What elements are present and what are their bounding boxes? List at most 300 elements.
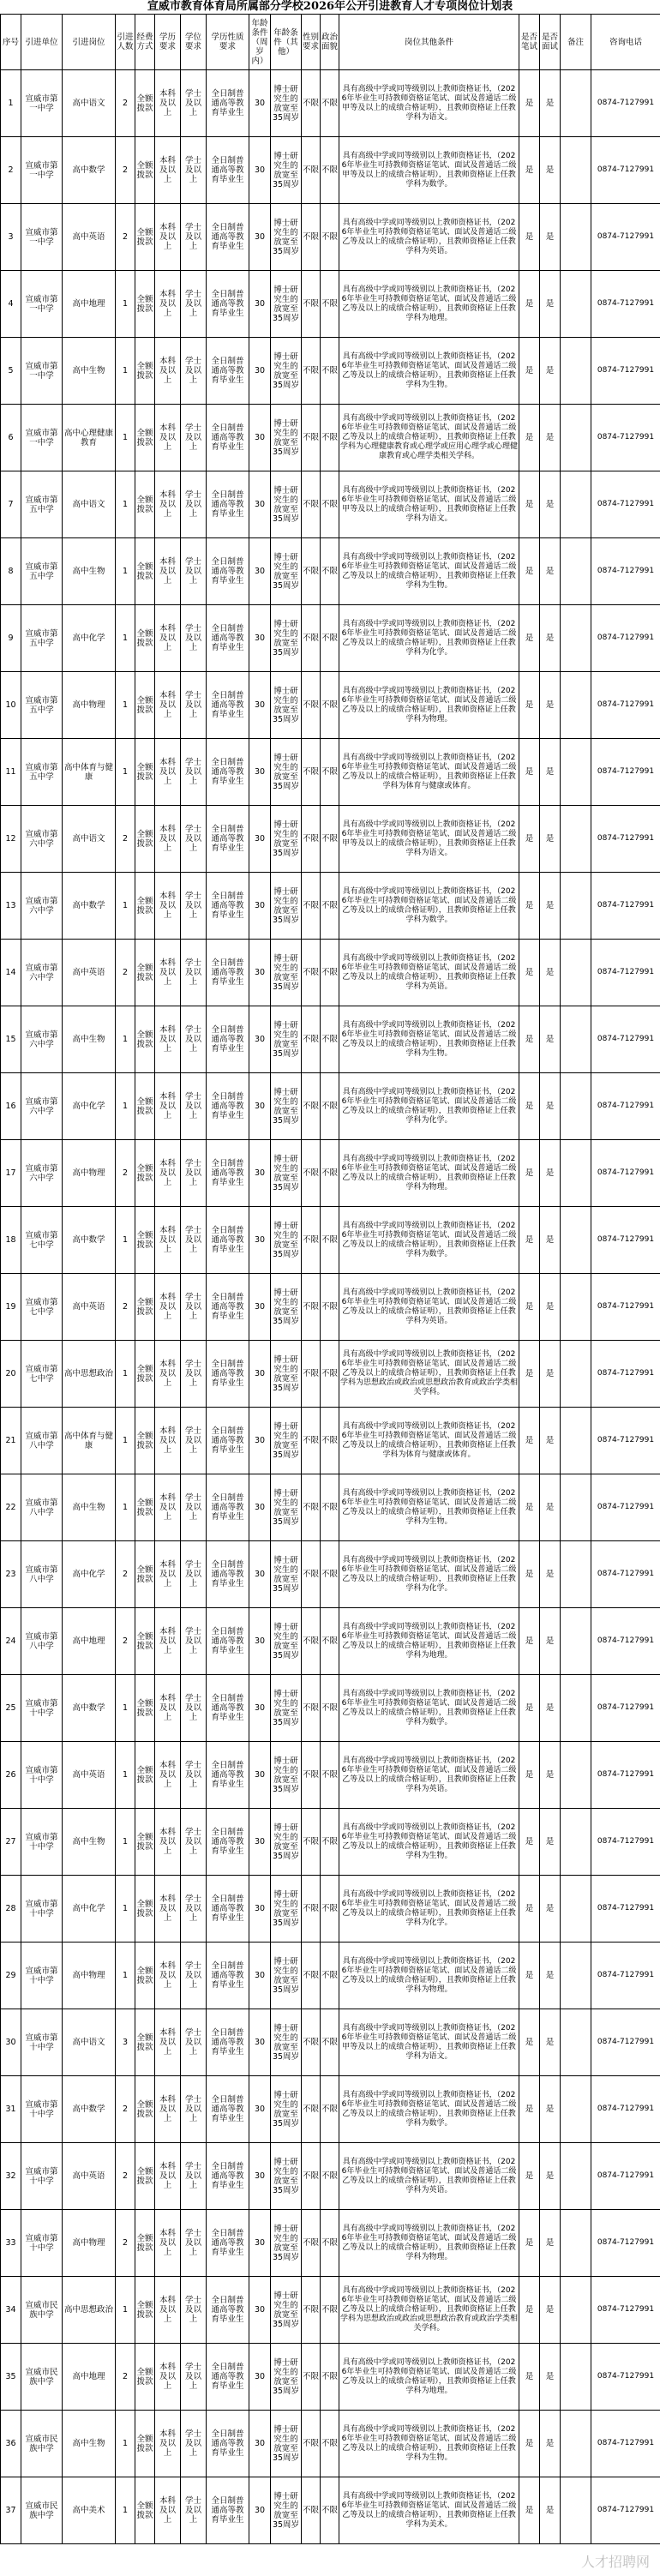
cell-education-type: 全日制普通高等教育毕业生 xyxy=(207,70,249,137)
cell-education-type: 全日制普通高等教育毕业生 xyxy=(207,1006,249,1073)
cell-count: 2 xyxy=(116,1608,135,1675)
cell-interview: 是 xyxy=(540,1207,561,1274)
cell-age: 30 xyxy=(249,271,271,338)
cell-education: 本科及以上 xyxy=(155,2009,181,2076)
cell-unit: 宣威市第十中学 xyxy=(21,2143,63,2210)
cell-conditions: 具有高级中学或同等级别以上教师资格证书，（2026年毕业生可持教师资格证笔试、面试及普通话二级乙等及以上的成绩合格证明），且教师资格证上任教学科为美术。 xyxy=(339,2477,519,2544)
cell-political: 不限 xyxy=(321,1608,339,1675)
header-education: 学历要求 xyxy=(155,15,181,70)
cell-education-type: 全日制普通高等教育毕业生 xyxy=(207,538,249,605)
cell-education: 本科及以上 xyxy=(155,2143,181,2210)
cell-written-exam: 是 xyxy=(519,806,540,873)
cell-education-type: 全日制普通高等教育毕业生 xyxy=(207,1809,249,1876)
cell-phone: 0874-7127991 xyxy=(591,1943,660,2009)
cell-conditions: 具有高级中学或同等级别以上教师资格证书，（2026年毕业生可持教师资格证笔试、面试及普通话二级乙等及以上的成绩合格证明），且教师资格证上任教学科为化学。 xyxy=(339,1073,519,1140)
cell-unit: 宣威市民族中学 xyxy=(21,2411,63,2477)
cell-education: 本科及以上 xyxy=(155,605,181,672)
cell-interview: 是 xyxy=(540,1876,561,1943)
cell-age: 30 xyxy=(249,204,271,271)
cell-phone: 0874-7127991 xyxy=(591,806,660,873)
cell-political: 不限 xyxy=(321,2210,339,2277)
cell-gender: 不限 xyxy=(302,338,321,405)
cell-unit: 宣威市第十中学 xyxy=(21,2009,63,2076)
table-row xyxy=(1,2344,660,2411)
cell-age: 30 xyxy=(249,2411,271,2477)
cell-interview: 是 xyxy=(540,2477,561,2544)
cell-gender: 不限 xyxy=(302,1073,321,1140)
cell-age: 30 xyxy=(249,2277,271,2344)
cell-remark xyxy=(561,605,591,672)
cell-phone: 0874-7127991 xyxy=(591,672,660,739)
table-row xyxy=(1,1541,660,1608)
cell-post: 高中化学 xyxy=(63,605,116,672)
cell-count: 1 xyxy=(116,1675,135,1742)
cell-funding: 全额拨款 xyxy=(135,338,155,405)
cell-count: 1 xyxy=(116,471,135,538)
cell-written-exam: 是 xyxy=(519,471,540,538)
table-row xyxy=(1,605,660,672)
cell-gender: 不限 xyxy=(302,405,321,471)
cell-count: 1 xyxy=(116,405,135,471)
cell-funding: 全额拨款 xyxy=(135,605,155,672)
cell-conditions: 具有高级中学或同等级别以上教师资格证书，（2026年毕业生可持教师资格证笔试、面试及普通话二级乙等及以上的成绩合格证明），且教师资格证上任教学科为地理。 xyxy=(339,271,519,338)
cell-age: 30 xyxy=(249,806,271,873)
cell-education: 本科及以上 xyxy=(155,204,181,271)
cell-education-type: 全日制普通高等教育毕业生 xyxy=(207,1943,249,2009)
cell-unit: 宣威市第六中学 xyxy=(21,1073,63,1140)
cell-political: 不限 xyxy=(321,1541,339,1608)
cell-count: 1 xyxy=(116,271,135,338)
cell-phone: 0874-7127991 xyxy=(591,271,660,338)
cell-seq: 27 xyxy=(1,1809,21,1876)
cell-phone: 0874-7127991 xyxy=(591,1809,660,1876)
table-row xyxy=(1,1608,660,1675)
cell-age-other: 博士研究生的放宽至35周岁 xyxy=(271,940,302,1006)
cell-seq: 8 xyxy=(1,538,21,605)
cell-phone: 0874-7127991 xyxy=(591,538,660,605)
cell-gender: 不限 xyxy=(302,2277,321,2344)
cell-degree: 学士及以上 xyxy=(181,1408,207,1474)
cell-conditions: 具有高级中学或同等级别以上教师资格证书，（2026年毕业生可持教师资格证笔试、面试及普通话二级乙等及以上的成绩合格证明），且教师资格证上任教学科为化学。 xyxy=(339,605,519,672)
cell-funding: 全额拨款 xyxy=(135,1073,155,1140)
cell-post: 高中物理 xyxy=(63,2210,116,2277)
cell-education-type: 全日制普通高等教育毕业生 xyxy=(207,1876,249,1943)
cell-age: 30 xyxy=(249,2344,271,2411)
cell-political: 不限 xyxy=(321,1140,339,1207)
cell-post: 高中体育与健康 xyxy=(63,1408,116,1474)
cell-unit: 宣威市第八中学 xyxy=(21,1541,63,1608)
cell-political: 不限 xyxy=(321,1943,339,2009)
cell-education: 本科及以上 xyxy=(155,271,181,338)
cell-post: 高中体育与健康 xyxy=(63,739,116,806)
cell-degree: 学士及以上 xyxy=(181,2143,207,2210)
cell-gender: 不限 xyxy=(302,538,321,605)
cell-political: 不限 xyxy=(321,1675,339,1742)
cell-unit: 宣威市第一中学 xyxy=(21,271,63,338)
cell-gender: 不限 xyxy=(302,1608,321,1675)
cell-degree: 学士及以上 xyxy=(181,538,207,605)
header-count: 引进人数 xyxy=(116,15,135,70)
cell-education: 本科及以上 xyxy=(155,70,181,137)
cell-seq: 30 xyxy=(1,2009,21,2076)
table-row xyxy=(1,70,660,137)
cell-conditions: 具有高级中学或同等级别以上教师资格证书，（2026年毕业生可持教师资格证笔试、面试及普通话二级乙等及以上的成绩合格证明），且教师资格证上任教学科为生物。 xyxy=(339,338,519,405)
table-row xyxy=(1,1140,660,1207)
table-row xyxy=(1,271,660,338)
cell-education-type: 全日制普通高等教育毕业生 xyxy=(207,806,249,873)
cell-interview: 是 xyxy=(540,1006,561,1073)
cell-remark xyxy=(561,2076,591,2143)
cell-interview: 是 xyxy=(540,1742,561,1809)
cell-political: 不限 xyxy=(321,2076,339,2143)
cell-count: 1 xyxy=(116,739,135,806)
cell-age-other: 博士研究生的放宽至35周岁 xyxy=(271,1809,302,1876)
cell-written-exam: 是 xyxy=(519,338,540,405)
cell-phone: 0874-7127991 xyxy=(591,2210,660,2277)
cell-phone: 0874-7127991 xyxy=(591,1341,660,1408)
cell-age: 30 xyxy=(249,605,271,672)
cell-education-type: 全日制普通高等教育毕业生 xyxy=(207,2009,249,2076)
cell-count: 2 xyxy=(116,1140,135,1207)
cell-seq: 10 xyxy=(1,672,21,739)
cell-funding: 全额拨款 xyxy=(135,739,155,806)
cell-gender: 不限 xyxy=(302,1742,321,1809)
cell-conditions: 具有高级中学或同等级别以上教师资格证书，（2026年毕业生可持教师资格证笔试、面试及普通话二级甲等及以上的成绩合格证明），且教师资格证上任教学科为语文。 xyxy=(339,471,519,538)
cell-funding: 全额拨款 xyxy=(135,1742,155,1809)
table-body xyxy=(1,70,660,2544)
cell-conditions: 具有高级中学或同等级别以上教师资格证书，（2026年毕业生可持教师资格证笔试、面试及普通话二级乙等及以上的成绩合格证明），且教师资格证上任教学科为数学。 xyxy=(339,1207,519,1274)
watermark: 人才招聘网 xyxy=(580,2554,650,2570)
cell-interview: 是 xyxy=(540,1274,561,1341)
cell-conditions: 具有高级中学或同等级别以上教师资格证书，（2026年毕业生可持教师资格证笔试、面试及普通话二级乙等及以上的成绩合格证明），且教师资格证上任教学科为地理。 xyxy=(339,2344,519,2411)
cell-funding: 全额拨款 xyxy=(135,2411,155,2477)
cell-unit: 宣威市第十中学 xyxy=(21,1809,63,1876)
cell-gender: 不限 xyxy=(302,1474,321,1541)
cell-post: 高中生物 xyxy=(63,2411,116,2477)
cell-conditions: 具有高级中学或同等级别以上教师资格证书，（2026年毕业生可持教师资格证笔试、面试及普通话二级甲等及以上的成绩合格证明），且教师资格证上任教学科为语文。 xyxy=(339,70,519,137)
cell-interview: 是 xyxy=(540,605,561,672)
cell-phone: 0874-7127991 xyxy=(591,940,660,1006)
cell-political: 不限 xyxy=(321,405,339,471)
cell-interview: 是 xyxy=(540,1809,561,1876)
cell-funding: 全额拨款 xyxy=(135,405,155,471)
cell-phone: 0874-7127991 xyxy=(591,2009,660,2076)
cell-education: 本科及以上 xyxy=(155,471,181,538)
cell-interview: 是 xyxy=(540,806,561,873)
cell-degree: 学士及以上 xyxy=(181,405,207,471)
cell-post: 高中地理 xyxy=(63,1608,116,1675)
cell-education: 本科及以上 xyxy=(155,1541,181,1608)
cell-count: 2 xyxy=(116,2344,135,2411)
cell-age: 30 xyxy=(249,2210,271,2277)
cell-education: 本科及以上 xyxy=(155,1809,181,1876)
cell-written-exam: 是 xyxy=(519,2009,540,2076)
cell-age-other: 博士研究生的放宽至35周岁 xyxy=(271,137,302,204)
cell-degree: 学士及以上 xyxy=(181,2477,207,2544)
cell-education-type: 全日制普通高等教育毕业生 xyxy=(207,471,249,538)
table-row xyxy=(1,1073,660,1140)
cell-interview: 是 xyxy=(540,271,561,338)
cell-post: 高中英语 xyxy=(63,2143,116,2210)
cell-education-type: 全日制普通高等教育毕业生 xyxy=(207,873,249,940)
cell-remark xyxy=(561,2344,591,2411)
cell-unit: 宣威市第六中学 xyxy=(21,873,63,940)
cell-degree: 学士及以上 xyxy=(181,1073,207,1140)
cell-written-exam: 是 xyxy=(519,1474,540,1541)
cell-funding: 全额拨款 xyxy=(135,137,155,204)
cell-seq: 5 xyxy=(1,338,21,405)
cell-count: 2 xyxy=(116,1274,135,1341)
cell-gender: 不限 xyxy=(302,940,321,1006)
cell-count: 1 xyxy=(116,605,135,672)
table-row xyxy=(1,137,660,204)
cell-count: 1 xyxy=(116,2411,135,2477)
cell-seq: 23 xyxy=(1,1541,21,1608)
cell-count: 2 xyxy=(116,2143,135,2210)
cell-written-exam: 是 xyxy=(519,1408,540,1474)
cell-conditions: 具有高级中学或同等级别以上教师资格证书，（2026年毕业生可持教师资格证笔试、面试及普通话二级乙等及以上的成绩合格证明），且教师资格证上任教学科为心理健康教育或心理学或应用心理学或心理健康教育或心理学类相关学科。 xyxy=(339,405,519,471)
cell-age-other: 博士研究生的放宽至35周岁 xyxy=(271,2009,302,2076)
cell-degree: 学士及以上 xyxy=(181,338,207,405)
cell-funding: 全额拨款 xyxy=(135,1541,155,1608)
cell-written-exam: 是 xyxy=(519,1876,540,1943)
cell-count: 1 xyxy=(116,873,135,940)
cell-degree: 学士及以上 xyxy=(181,2277,207,2344)
cell-unit: 宣威市民族中学 xyxy=(21,2277,63,2344)
cell-seq: 16 xyxy=(1,1073,21,1140)
cell-interview: 是 xyxy=(540,1608,561,1675)
cell-seq: 34 xyxy=(1,2277,21,2344)
cell-funding: 全额拨款 xyxy=(135,2344,155,2411)
cell-education-type: 全日制普通高等教育毕业生 xyxy=(207,204,249,271)
cell-education-type: 全日制普通高等教育毕业生 xyxy=(207,1408,249,1474)
cell-interview: 是 xyxy=(540,2009,561,2076)
cell-phone: 0874-7127991 xyxy=(591,1608,660,1675)
cell-seq: 1 xyxy=(1,70,21,137)
table-row xyxy=(1,1675,660,1742)
cell-political: 不限 xyxy=(321,471,339,538)
table-row xyxy=(1,940,660,1006)
cell-written-exam: 是 xyxy=(519,1274,540,1341)
cell-count: 1 xyxy=(116,1341,135,1408)
cell-remark xyxy=(561,271,591,338)
cell-written-exam: 是 xyxy=(519,2344,540,2411)
cell-interview: 是 xyxy=(540,1541,561,1608)
cell-gender: 不限 xyxy=(302,2210,321,2277)
cell-phone: 0874-7127991 xyxy=(591,1006,660,1073)
cell-seq: 18 xyxy=(1,1207,21,1274)
table-row xyxy=(1,1474,660,1541)
header-seq: 序号 xyxy=(1,15,21,70)
cell-count: 1 xyxy=(116,1207,135,1274)
cell-phone: 0874-7127991 xyxy=(591,1742,660,1809)
cell-education: 本科及以上 xyxy=(155,338,181,405)
cell-post: 高中化学 xyxy=(63,1876,116,1943)
cell-interview: 是 xyxy=(540,1474,561,1541)
cell-political: 不限 xyxy=(321,1742,339,1809)
cell-phone: 0874-7127991 xyxy=(591,1274,660,1341)
cell-interview: 是 xyxy=(540,2076,561,2143)
cell-age-other: 博士研究生的放宽至35周岁 xyxy=(271,739,302,806)
cell-post: 高中英语 xyxy=(63,1742,116,1809)
header-phone: 咨询电话 xyxy=(591,15,660,70)
cell-post: 高中语文 xyxy=(63,471,116,538)
cell-count: 2 xyxy=(116,2076,135,2143)
table-row xyxy=(1,1341,660,1408)
cell-interview: 是 xyxy=(540,471,561,538)
cell-gender: 不限 xyxy=(302,2076,321,2143)
cell-post: 高中语文 xyxy=(63,70,116,137)
cell-degree: 学士及以上 xyxy=(181,2411,207,2477)
cell-remark xyxy=(561,204,591,271)
cell-unit: 宣威市第六中学 xyxy=(21,806,63,873)
cell-count: 2 xyxy=(116,1541,135,1608)
cell-written-exam: 是 xyxy=(519,70,540,137)
cell-post: 高中英语 xyxy=(63,204,116,271)
cell-remark xyxy=(561,70,591,137)
cell-funding: 全额拨款 xyxy=(135,538,155,605)
cell-remark xyxy=(561,2009,591,2076)
cell-phone: 0874-7127991 xyxy=(591,1073,660,1140)
cell-conditions: 具有高级中学或同等级别以上教师资格证书，（2026年毕业生可持教师资格证笔试、面试及普通话二级乙等及以上的成绩合格证明），且教师资格证上任教学科为英语。 xyxy=(339,940,519,1006)
table-row xyxy=(1,873,660,940)
cell-remark xyxy=(561,2411,591,2477)
cell-phone: 0874-7127991 xyxy=(591,1474,660,1541)
cell-post: 高中语文 xyxy=(63,2009,116,2076)
cell-phone: 0874-7127991 xyxy=(591,1876,660,1943)
cell-age-other: 博士研究生的放宽至35周岁 xyxy=(271,1943,302,2009)
cell-education: 本科及以上 xyxy=(155,538,181,605)
cell-education-type: 全日制普通高等教育毕业生 xyxy=(207,137,249,204)
cell-degree: 学士及以上 xyxy=(181,672,207,739)
cell-unit: 宣威市第一中学 xyxy=(21,338,63,405)
cell-age: 30 xyxy=(249,1675,271,1742)
cell-seq: 35 xyxy=(1,2344,21,2411)
table-row xyxy=(1,538,660,605)
cell-remark xyxy=(561,1140,591,1207)
cell-age: 30 xyxy=(249,1876,271,1943)
cell-unit: 宣威市第十中学 xyxy=(21,1876,63,1943)
cell-degree: 学士及以上 xyxy=(181,1474,207,1541)
cell-gender: 不限 xyxy=(302,1809,321,1876)
cell-unit: 宣威市第五中学 xyxy=(21,538,63,605)
cell-conditions: 具有高级中学或同等级别以上教师资格证书，（2026年毕业生可持教师资格证笔试、面试及普通话二级乙等及以上的成绩合格证明），且教师资格证上任教学科为思想政治或政治或思想政治教育或政治学类相关学科。 xyxy=(339,2277,519,2344)
cell-gender: 不限 xyxy=(302,1943,321,2009)
cell-phone: 0874-7127991 xyxy=(591,2076,660,2143)
cell-remark xyxy=(561,1541,591,1608)
cell-written-exam: 是 xyxy=(519,137,540,204)
table-row xyxy=(1,2477,660,2544)
cell-gender: 不限 xyxy=(302,806,321,873)
cell-written-exam: 是 xyxy=(519,672,540,739)
cell-phone: 0874-7127991 xyxy=(591,405,660,471)
cell-interview: 是 xyxy=(540,1408,561,1474)
cell-written-exam: 是 xyxy=(519,538,540,605)
cell-count: 2 xyxy=(116,940,135,1006)
cell-interview: 是 xyxy=(540,2210,561,2277)
cell-interview: 是 xyxy=(540,2143,561,2210)
header-funding: 经费方式 xyxy=(135,15,155,70)
cell-post: 高中英语 xyxy=(63,940,116,1006)
cell-remark xyxy=(561,1341,591,1408)
cell-political: 不限 xyxy=(321,70,339,137)
cell-seq: 9 xyxy=(1,605,21,672)
cell-age: 30 xyxy=(249,1742,271,1809)
cell-written-exam: 是 xyxy=(519,1207,540,1274)
cell-unit: 宣威市第十中学 xyxy=(21,1742,63,1809)
cell-education-type: 全日制普通高等教育毕业生 xyxy=(207,1140,249,1207)
cell-education: 本科及以上 xyxy=(155,1274,181,1341)
cell-education: 本科及以上 xyxy=(155,2210,181,2277)
cell-degree: 学士及以上 xyxy=(181,1541,207,1608)
cell-education-type: 全日制普通高等教育毕业生 xyxy=(207,672,249,739)
cell-age: 30 xyxy=(249,1140,271,1207)
cell-education-type: 全日制普通高等教育毕业生 xyxy=(207,1474,249,1541)
cell-age-other: 博士研究生的放宽至35周岁 xyxy=(271,471,302,538)
cell-count: 1 xyxy=(116,1876,135,1943)
cell-phone: 0874-7127991 xyxy=(591,1207,660,1274)
cell-interview: 是 xyxy=(540,538,561,605)
table-row xyxy=(1,405,660,471)
cell-written-exam: 是 xyxy=(519,1608,540,1675)
cell-funding: 全额拨款 xyxy=(135,2143,155,2210)
cell-age-other: 博士研究生的放宽至35周岁 xyxy=(271,2477,302,2544)
cell-political: 不限 xyxy=(321,137,339,204)
cell-unit: 宣威市第六中学 xyxy=(21,1140,63,1207)
cell-written-exam: 是 xyxy=(519,2143,540,2210)
cell-seq: 37 xyxy=(1,2477,21,2544)
recruitment-plan-table xyxy=(0,14,660,2544)
cell-phone: 0874-7127991 xyxy=(591,2277,660,2344)
cell-gender: 不限 xyxy=(302,471,321,538)
cell-education: 本科及以上 xyxy=(155,1675,181,1742)
header-unit: 引进单位 xyxy=(21,15,63,70)
cell-funding: 全额拨款 xyxy=(135,1341,155,1408)
cell-conditions: 具有高级中学或同等级别以上教师资格证书，（2026年毕业生可持教师资格证笔试、面试及普通话二级乙等及以上的成绩合格证明），且教师资格证上任教学科为英语。 xyxy=(339,204,519,271)
cell-education-type: 全日制普通高等教育毕业生 xyxy=(207,1608,249,1675)
cell-age-other: 博士研究生的放宽至35周岁 xyxy=(271,2411,302,2477)
cell-education-type: 全日制普通高等教育毕业生 xyxy=(207,739,249,806)
cell-remark xyxy=(561,2210,591,2277)
cell-funding: 全额拨款 xyxy=(135,1006,155,1073)
cell-education: 本科及以上 xyxy=(155,1408,181,1474)
cell-count: 1 xyxy=(116,2477,135,2544)
cell-gender: 不限 xyxy=(302,1408,321,1474)
cell-age: 30 xyxy=(249,471,271,538)
cell-unit: 宣威市第一中学 xyxy=(21,70,63,137)
cell-phone: 0874-7127991 xyxy=(591,1541,660,1608)
cell-remark xyxy=(561,1274,591,1341)
cell-seq: 31 xyxy=(1,2076,21,2143)
cell-political: 不限 xyxy=(321,1876,339,1943)
cell-written-exam: 是 xyxy=(519,1943,540,2009)
cell-funding: 全额拨款 xyxy=(135,1675,155,1742)
cell-degree: 学士及以上 xyxy=(181,2344,207,2411)
cell-education-type: 全日制普通高等教育毕业生 xyxy=(207,2411,249,2477)
cell-seq: 19 xyxy=(1,1274,21,1341)
cell-unit: 宣威市第八中学 xyxy=(21,1408,63,1474)
cell-education-type: 全日制普通高等教育毕业生 xyxy=(207,1073,249,1140)
header-interview: 是否面试 xyxy=(540,15,561,70)
cell-gender: 不限 xyxy=(302,2344,321,2411)
cell-seq: 4 xyxy=(1,271,21,338)
cell-post: 高中思想政治 xyxy=(63,2277,116,2344)
cell-degree: 学士及以上 xyxy=(181,873,207,940)
cell-seq: 15 xyxy=(1,1006,21,1073)
cell-age-other: 博士研究生的放宽至35周岁 xyxy=(271,1140,302,1207)
cell-conditions: 具有高级中学或同等级别以上教师资格证书，（2026年毕业生可持教师资格证笔试、面试及普通话二级甲等及以上的成绩合格证明），且教师资格证上任教学科为数学。 xyxy=(339,137,519,204)
cell-unit: 宣威市第一中学 xyxy=(21,204,63,271)
